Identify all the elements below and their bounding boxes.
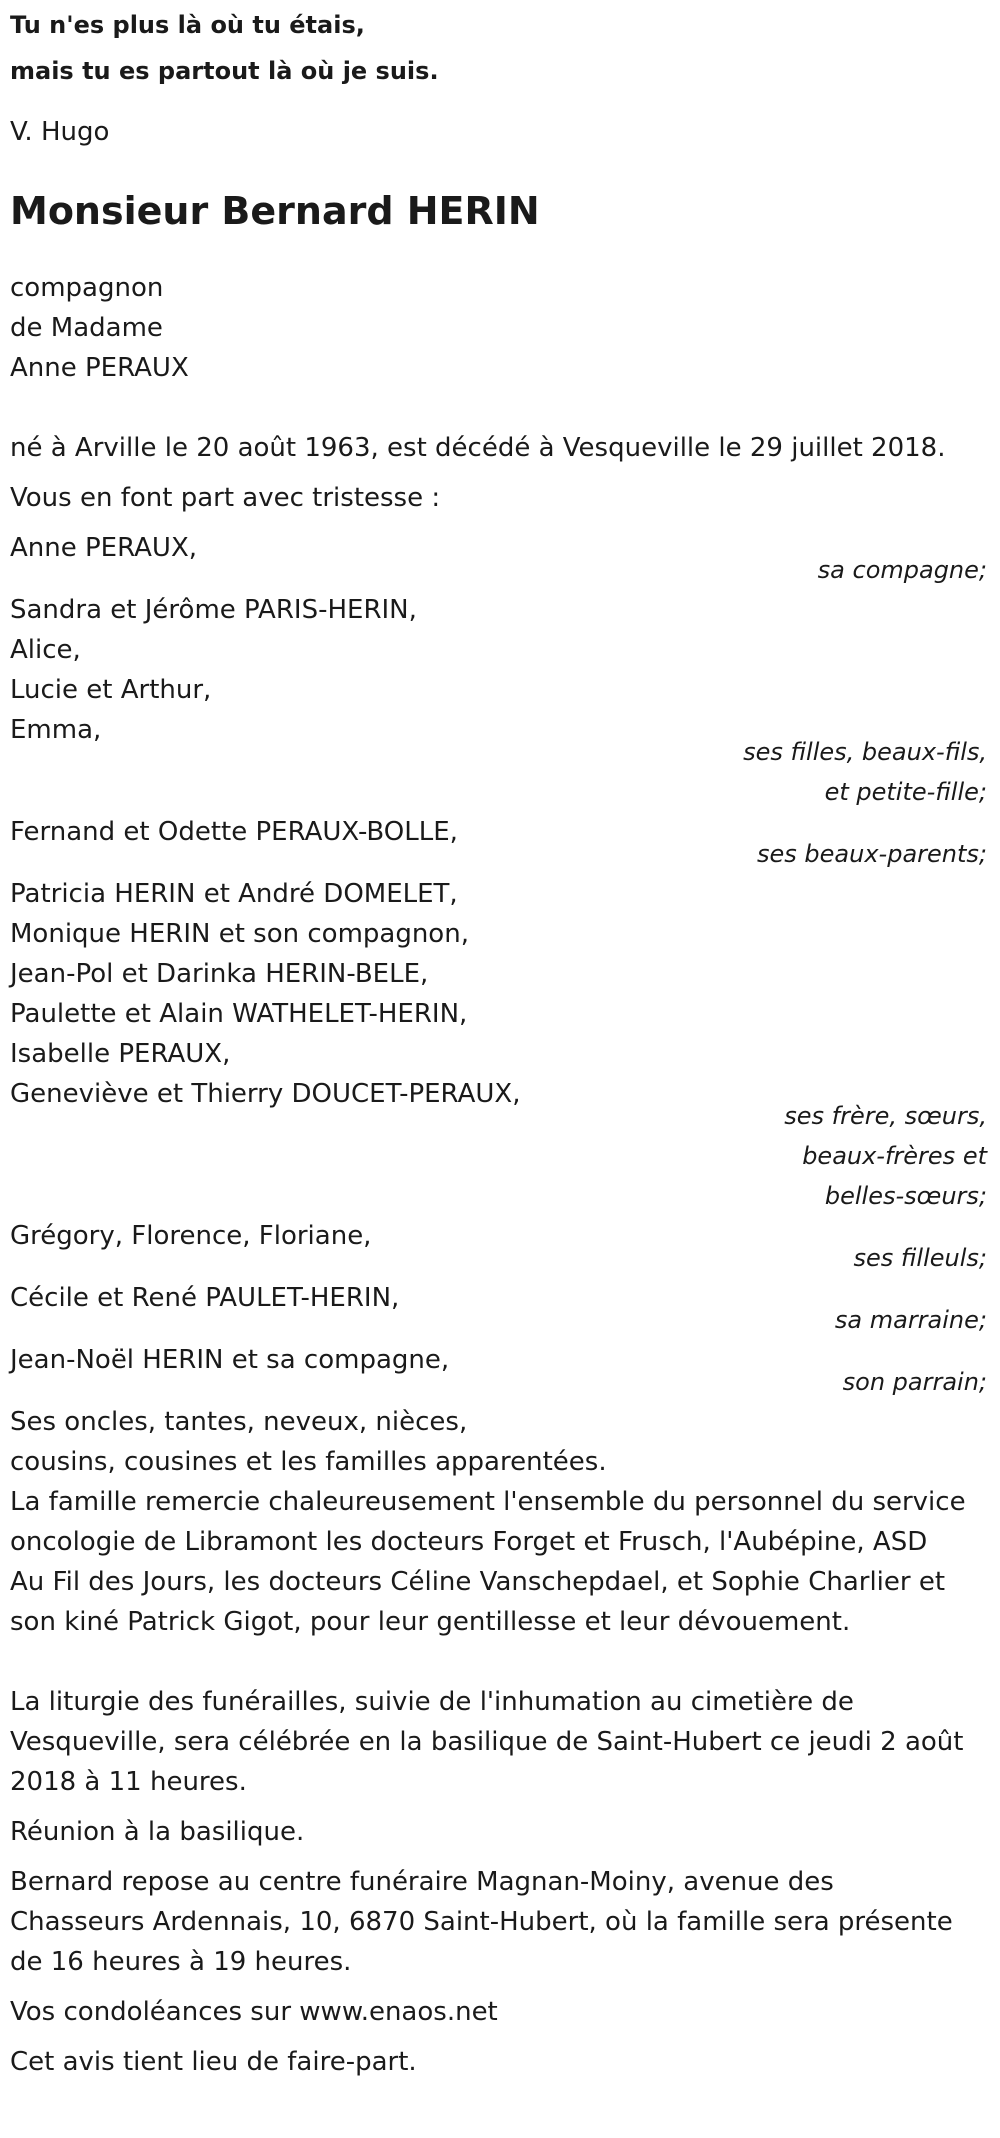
notice-text: Cet avis tient lieu de faire-part. bbox=[10, 2047, 417, 2077]
family-group-1 bbox=[10, 528, 1000, 590]
rest-line: Chasseurs Ardennais, 10, 6870 Saint-Hubert, où la famille sera présente bbox=[10, 1907, 953, 1937]
thanks-paragraph bbox=[10, 1482, 1000, 1642]
family-name: Emma, bbox=[10, 715, 102, 745]
epigraph-author: V. Hugo bbox=[10, 117, 110, 147]
companion-block bbox=[10, 268, 1000, 388]
thanks-line: La famille remercie chaleureusement l'ensemble du personnel du service bbox=[10, 1487, 966, 1517]
announce-text: Vous en font part avec tristesse : bbox=[10, 483, 441, 513]
family-relation-line: sa compagne; bbox=[817, 556, 987, 584]
family-group-6 bbox=[10, 1278, 1000, 1340]
liturgy-paragraph bbox=[10, 1682, 1000, 1802]
extended-line-2: cousins, cousines et les familles apparentées. bbox=[10, 1447, 607, 1477]
rest-paragraph bbox=[10, 1862, 1000, 1982]
family-name: Paulette et Alain WATHELET-HERIN, bbox=[10, 999, 468, 1029]
rest-line: de 16 heures à 19 heures. bbox=[10, 1947, 352, 1977]
companion-line-2: de Madame bbox=[10, 313, 163, 343]
epigraph-line-2: mais tu es partout là où je suis. bbox=[10, 57, 439, 85]
family-group-4 bbox=[10, 874, 1000, 1216]
rest-line: Bernard repose au centre funéraire Magnan-Moiny, avenue des bbox=[10, 1867, 834, 1897]
family-name: Lucie et Arthur, bbox=[10, 675, 212, 705]
liturgy-line: La liturgie des funérailles, suivie de l'inhumation au cimetière de bbox=[10, 1687, 854, 1717]
thanks-line: Au Fil des Jours, les docteurs Céline Vanschepdael, et Sophie Charlier et bbox=[10, 1567, 946, 1597]
thanks-line: oncologie de Libramont les docteurs Forget et Frusch, l'Aubépine, ASD bbox=[10, 1527, 928, 1557]
family-group-2 bbox=[10, 590, 1000, 812]
epigraph bbox=[10, 2, 1000, 94]
epigraph-line-1: Tu n'es plus là où tu étais, bbox=[10, 11, 365, 39]
family-relation-line: son parrain; bbox=[842, 1368, 987, 1396]
family-name: Monique HERIN et son compagnon, bbox=[10, 919, 469, 949]
deceased-name: Monsieur Bernard HERIN bbox=[10, 189, 540, 233]
family-name: Fernand et Odette PERAUX-BOLLE, bbox=[10, 817, 458, 847]
family-relation-line: ses filles, beaux-fils, bbox=[743, 738, 987, 766]
family-relation-line: beaux-frères et bbox=[802, 1142, 987, 1170]
family-relation-line: ses frère, sœurs, bbox=[784, 1102, 987, 1130]
family-group-7 bbox=[10, 1340, 1000, 1402]
condolences-text: Vos condoléances sur www.enaos.net bbox=[10, 1997, 498, 2027]
family-name: Jean-Noël HERIN et sa compagne, bbox=[10, 1345, 450, 1375]
companion-line-1: compagnon bbox=[10, 273, 164, 303]
family-relation bbox=[10, 1096, 1000, 1216]
family-name: Grégory, Florence, Floriane, bbox=[10, 1221, 372, 1251]
extended-family bbox=[10, 1402, 1000, 1482]
obituary-page bbox=[0, 2, 1000, 2082]
family-relation-line: ses beaux-parents; bbox=[757, 840, 987, 868]
meeting-text: Réunion à la basilique. bbox=[10, 1817, 305, 1847]
family-relation-line: ses filleuls; bbox=[853, 1244, 987, 1272]
family-name: Jean-Pol et Darinka HERIN-BELE, bbox=[10, 959, 429, 989]
family-relation-line: belles-sœurs; bbox=[824, 1182, 987, 1210]
family-name: Patricia HERIN et André DOMELET, bbox=[10, 879, 458, 909]
family-group-3 bbox=[10, 812, 1000, 874]
extended-line-1: Ses oncles, tantes, neveux, nièces, bbox=[10, 1407, 468, 1437]
family-name: Geneviève et Thierry DOUCET-PERAUX, bbox=[10, 1079, 521, 1109]
birth-death-text: né à Arville le 20 août 1963, est décédé à Vesqueville le 29 juillet 2018. bbox=[10, 433, 946, 463]
family-name: Cécile et René PAULET-HERIN, bbox=[10, 1283, 400, 1313]
family-group-5 bbox=[10, 1216, 1000, 1278]
family-name: Alice, bbox=[10, 635, 81, 665]
family-relation bbox=[10, 732, 1000, 812]
liturgy-line: Vesqueville, sera célébrée en la basilique de Saint-Hubert ce jeudi 2 août bbox=[10, 1727, 964, 1757]
family-name: Anne PERAUX, bbox=[10, 533, 198, 563]
liturgy-line: 2018 à 11 heures. bbox=[10, 1767, 247, 1797]
thanks-line: son kiné Patrick Gigot, pour leur gentillesse et leur dévouement. bbox=[10, 1607, 851, 1637]
companion-line-3: Anne PERAUX bbox=[10, 353, 189, 383]
family-relation-line: sa marraine; bbox=[834, 1306, 987, 1334]
family-name: Sandra et Jérôme PARIS-HERIN, bbox=[10, 595, 417, 625]
family-name: Isabelle PERAUX, bbox=[10, 1039, 231, 1069]
family-relation-line: et petite-fille; bbox=[824, 778, 987, 806]
